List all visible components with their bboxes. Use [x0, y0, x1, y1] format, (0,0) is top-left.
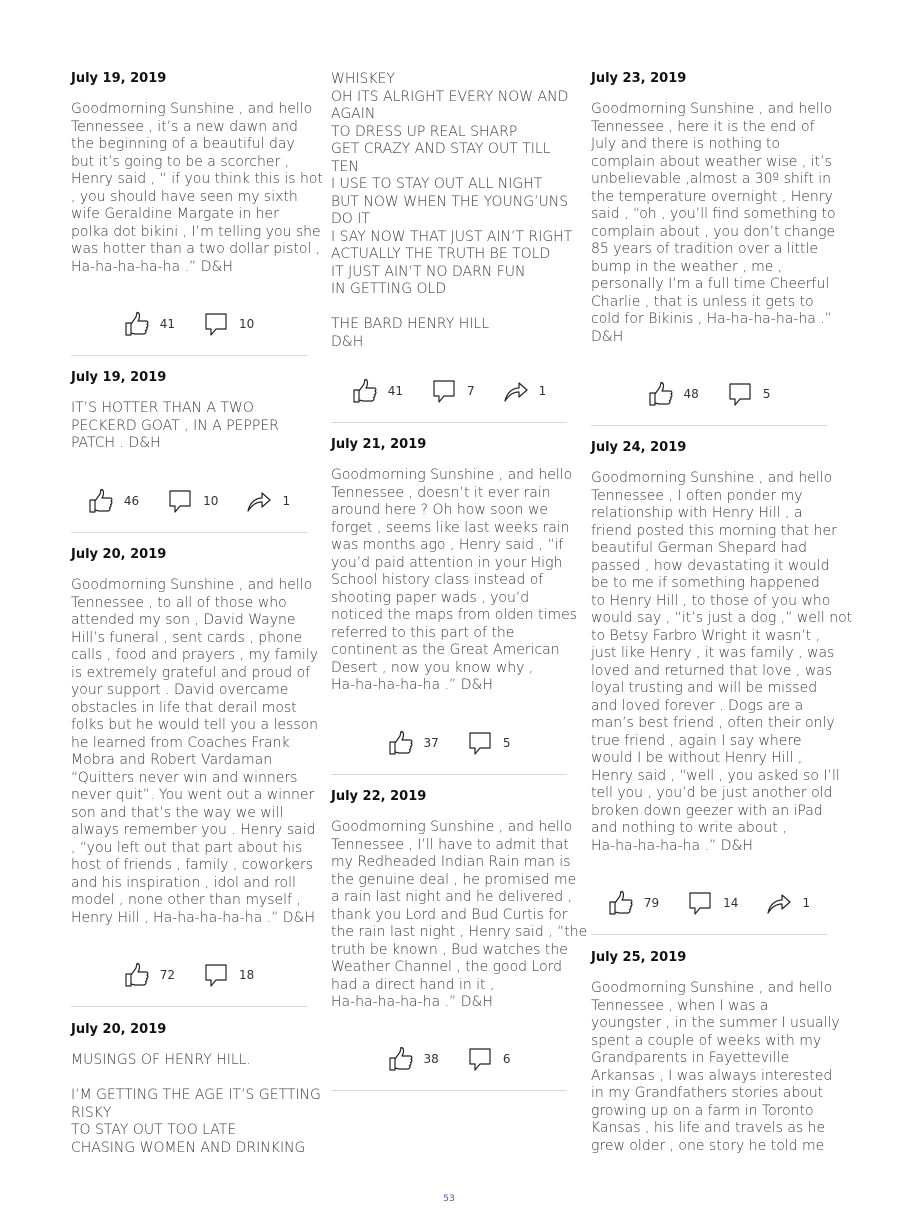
share-stat: 1 — [503, 378, 547, 404]
thumbs-up-icon — [124, 962, 150, 988]
like-stat: 72 — [124, 962, 175, 988]
post-divider — [71, 532, 307, 533]
post-date: July 19, 2019 — [71, 71, 167, 86]
post-divider — [591, 425, 827, 426]
post-body: Goodmorning Sunshine , and hello Tennessee , I often ponder my relationship with Henry Hill , a friend posted this morning that her beautiful German Shepard had passed , how devastating it would be to me if something happened to Henry Hill , to those of you who would say , “it’s just a dog ,” well not to Betsy Farbro Wright it wasn’t , just like Henry , it was family , was loved and returned that love , was loyal trusting and will be missed and loved forever . Dogs are a man’s best friend , often their only true friend , again I say where would I be without Henry Hill , Henry said , “well , you asked so I’ll tell you , you’d be just another old broken down geezer with an iPad and nothing to write about , Ha-ha-ha-ha-ha .” D&H — [591, 470, 853, 854]
like-stat: 38 — [388, 1046, 439, 1072]
reactions-bar — [71, 310, 307, 338]
like-stat: 79 — [608, 890, 659, 916]
thumbs-up-icon — [388, 730, 414, 756]
thumbs-up-icon — [88, 488, 114, 514]
comment-bubble-icon — [467, 730, 493, 756]
like-stat: 41 — [352, 378, 403, 404]
post-divider — [71, 355, 307, 356]
post-body: Goodmorning Sunshine , and hello Tennessee , to all of those who attended my son , David Wayne Hill’s funeral , sent cards , phone calls , food and prayers , my family is extremely grateful and proud of your support . David overcame obstacles in life that derail most folks but he would tell you a lesson he learned from Coaches Frank Mobra and Robert Vardaman “Quitters never win and winners never quit”. You went out a winner son and that’s the way we will always remember you . Henry said , “you left out that part about his host of friends , family , coworkers and his inspiration , idol and roll model , none other than myself , Henry Hill , Ha-ha-ha-ha-ha .” D&H — [71, 577, 319, 926]
post-date: July 23, 2019 — [591, 71, 687, 86]
reactions-bar — [71, 487, 307, 515]
share-stat: 1 — [246, 488, 290, 514]
post-body: Goodmorning Sunshine , and hello Tennessee , it’s a new dawn and the beginning of a beautiful day but it’s going to be a scorcher , Henry said , “ if you think this is hot , you should have seen my sixth wife Geraldine Margate in her polka dot bikini , I’m telling you she was hotter than a two dollar pistol , Ha-ha-ha-ha-ha .” D&H — [71, 101, 323, 275]
reactions-bar — [331, 1045, 567, 1073]
page-number: 53 — [443, 1194, 455, 1204]
comment-stat: 7 — [431, 378, 475, 404]
like-stat: 48 — [648, 381, 699, 407]
post-body: IT’S HOTTER THAN A TWO PECKERD GOAT , IN A PEPPER PATCH . D&H — [71, 400, 279, 451]
comment-stat: 18 — [203, 962, 254, 988]
share-arrow-icon — [766, 890, 792, 916]
comment-stat: 5 — [727, 381, 771, 407]
post-body: Goodmorning Sunshine , and hello Tennessee , I’ll have to admit that my Redheaded Indian Rain man is the genuine deal , he promised me a rain last night and he delivered , thank you Lord and Bud Curtis for the rain last night , Henry said , “the truth be known , Bud watches the Weather Channel , the good Lord had a direct hand in it , Ha-ha-ha-ha-ha .” D&H — [331, 819, 588, 1010]
thumbs-up-icon — [608, 890, 634, 916]
post-date: July 20, 2019 — [71, 547, 167, 562]
comment-stat: 10 — [203, 311, 254, 337]
reactions-bar — [591, 380, 827, 408]
comment-bubble-icon — [167, 488, 193, 514]
reactions-bar — [591, 889, 827, 917]
share-arrow-icon — [503, 378, 529, 404]
post-date: July 19, 2019 — [71, 370, 167, 385]
post-divider — [331, 774, 567, 775]
thumbs-up-icon — [388, 1046, 414, 1072]
post-date: July 22, 2019 — [331, 789, 427, 804]
comment-stat: 5 — [467, 730, 511, 756]
like-stat: 41 — [124, 311, 175, 337]
post-date: July 20, 2019 — [71, 1022, 167, 1037]
post-date: July 21, 2019 — [331, 437, 427, 452]
share-stat: 1 — [766, 890, 810, 916]
like-stat: 46 — [88, 488, 139, 514]
post-body: Goodmorning Sunshine , and hello Tennessee , doesn’t it ever rain around here ? Oh how soon we forget , seems like last weeks rain was months ago , Henry said , “if you’d paid attention in your High School history class instead of shooting paper wads , you’d noticed the maps from olden times referred to this part of the continent as the Great American Desert , now you know why , Ha-ha-ha-ha-ha .” D&H — [331, 467, 577, 693]
post-body: Goodmorning Sunshine , and hello Tennessee , here it is the end of July and there is nothing to complain about weather wise , it’s unbelievable ,almost a 30º shift in the temperature overnight , Henry said , “oh , you’ll find something to complain about , you don’t change 85 years of tradition over a little bump in the weather , me , personally I’m a full time Cheerful Charlie , that is unless it gets to cold for Bikinis , Ha-ha-ha-ha-ha .” D&H — [591, 101, 836, 345]
reactions-bar — [331, 729, 567, 757]
comment-stat: 6 — [467, 1046, 511, 1072]
thumbs-up-icon — [648, 381, 674, 407]
comment-bubble-icon — [467, 1046, 493, 1072]
post-body: MUSINGS OF HENRY HILL. I’M GETTING THE AGE IT’S GETTING RISKY TO STAY OUT TOO LATE CHASING WOMEN AND DRINKING — [71, 1052, 321, 1156]
comment-stat: 10 — [167, 488, 218, 514]
comment-bubble-icon — [203, 311, 229, 337]
comment-stat: 14 — [687, 890, 738, 916]
post-body: WHISKEY OH ITS ALRIGHT EVERY NOW AND AGAIN TO DRESS UP REAL SHARP GET CRAZY AND STAY OUT TILL TEN I USE TO STAY OUT ALL NIGHT BUT NOW WHEN THE YOUNG’UNS DO IT I SAY NOW THAT JUST AIN’T RIGHT ACTUALLY THE TRUTH BE TOLD IT JUST AIN’T NO DARN FUN IN GETTING OLD THE BARD HENRY HILL D&H — [331, 71, 573, 350]
comment-bubble-icon — [431, 378, 457, 404]
share-arrow-icon — [246, 488, 272, 514]
comment-bubble-icon — [727, 381, 753, 407]
reactions-bar — [331, 377, 567, 405]
post-divider — [331, 422, 567, 423]
post-divider — [71, 1006, 307, 1007]
comment-bubble-icon — [687, 890, 713, 916]
post-divider — [331, 1090, 567, 1091]
like-stat: 37 — [388, 730, 439, 756]
post-date: July 24, 2019 — [591, 440, 687, 455]
post-divider — [591, 934, 827, 935]
post-date: July 25, 2019 — [591, 950, 687, 965]
reactions-bar — [71, 961, 307, 989]
comment-bubble-icon — [203, 962, 229, 988]
post-body: Goodmorning Sunshine , and hello Tennessee , when I was a youngster , in the summer I usually spent a couple of weeks with my Grandparents in Fayetteville Arkansas , I was always interested in my Grandfathers stories about growing up on a farm in Toronto Kansas , his life and travels as he grew older , one story he told me — [591, 980, 840, 1154]
thumbs-up-icon — [352, 378, 378, 404]
thumbs-up-icon — [124, 311, 150, 337]
